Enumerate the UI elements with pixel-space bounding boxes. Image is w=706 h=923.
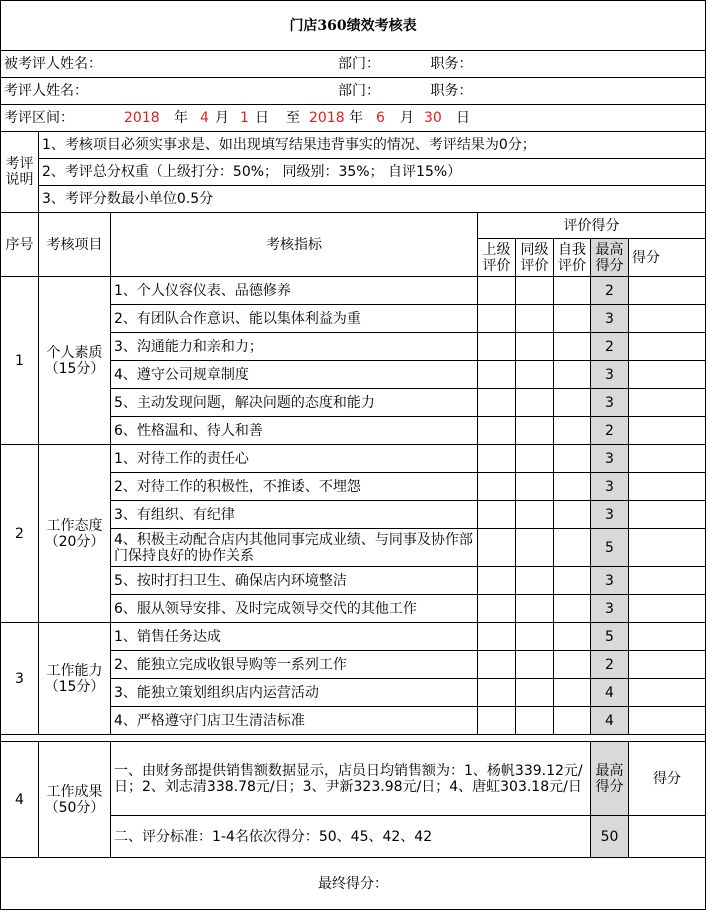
position-label: 职务：: [430, 56, 473, 72]
peer-score[interactable]: [516, 501, 554, 529]
peer-score[interactable]: [516, 595, 554, 623]
score[interactable]: [629, 277, 706, 305]
note-row-2: [1, 159, 706, 186]
self-score[interactable]: [554, 417, 591, 445]
peer-score[interactable]: [516, 445, 554, 473]
header-eval-score: 评价得分: [478, 213, 706, 239]
self-score[interactable]: [554, 567, 591, 595]
header-self: 自我评价: [554, 239, 591, 277]
assessor-position-cell[interactable]: [430, 78, 706, 105]
results-criteria: 二、评分标准：1-4名依次得分：50、45、42、42: [111, 816, 591, 858]
score[interactable]: [629, 389, 706, 417]
end-year-char: 年: [349, 110, 363, 126]
self-score[interactable]: [554, 707, 591, 735]
note-item: 3、考评分数最小单位0.5分: [39, 186, 706, 213]
period-cell: [1, 105, 706, 132]
superior-score[interactable]: [478, 567, 516, 595]
assessee-cell[interactable]: [1, 51, 478, 78]
results-max-label: 最高得分: [591, 742, 629, 816]
start-year[interactable]: 2018: [124, 110, 160, 126]
superior-score[interactable]: [478, 361, 516, 389]
indicator-text: 1、对待工作的责任心: [111, 445, 478, 473]
score[interactable]: [629, 361, 706, 389]
peer-score[interactable]: [516, 361, 554, 389]
superior-score[interactable]: [478, 529, 516, 567]
section-seq: 2: [1, 445, 39, 623]
assessee-position-cell[interactable]: [430, 51, 706, 78]
score[interactable]: [629, 473, 706, 501]
peer-score[interactable]: [516, 417, 554, 445]
self-score[interactable]: [554, 305, 591, 333]
indicator-text: 2、对待工作的积极性，不推诿、不埋怨: [111, 473, 478, 501]
indicator-text: 4、积极主动配合店内其他同事完成业绩、与同事及协作部门保持良好的协作关系: [111, 529, 478, 567]
indicator-text: 6、服从领导安排、及时完成领导交代的其他工作: [111, 595, 478, 623]
start-day[interactable]: 1: [240, 110, 249, 126]
assessee-row: [1, 51, 706, 78]
assessor-position-label: 职务：: [430, 83, 473, 99]
results-row-1: [1, 742, 706, 816]
max-score: 2: [591, 417, 629, 445]
indicator-text: 4、严格遵守门店卫生清洁标准: [111, 707, 478, 735]
self-score[interactable]: [554, 501, 591, 529]
max-score: 4: [591, 707, 629, 735]
period-row: [1, 105, 706, 132]
peer-score[interactable]: [516, 473, 554, 501]
indicator-text: 6、性格温和、待人和善: [111, 417, 478, 445]
self-score[interactable]: [554, 445, 591, 473]
indicator-text: 1、销售任务达成: [111, 623, 478, 651]
score[interactable]: [629, 679, 706, 707]
note-row-3: [1, 186, 706, 213]
results-score-label: 得分: [629, 742, 706, 816]
self-score[interactable]: [554, 529, 591, 567]
indicator-text: 2、能独立完成收银导购等一系列工作: [111, 651, 478, 679]
peer-score[interactable]: [516, 567, 554, 595]
section-name: 工作能力: [46, 662, 103, 679]
final-score-label: 最终得分：: [1, 858, 706, 910]
end-year[interactable]: 2018: [309, 110, 345, 126]
superior-score[interactable]: [478, 501, 516, 529]
note-row-1: [1, 132, 706, 159]
note-item: 1、考核项目必须实事求是、如出现填写结果违背事实的情况、考评结果为0分；: [39, 132, 706, 159]
score[interactable]: [629, 445, 706, 473]
spacer-cell: [1, 735, 706, 742]
indicator-text: 3、沟通能力和亲和力；: [111, 333, 478, 361]
peer-score[interactable]: [516, 679, 554, 707]
max-score: 3: [591, 389, 629, 417]
end-day[interactable]: 30: [424, 110, 442, 126]
superior-score[interactable]: [478, 707, 516, 735]
results-score[interactable]: [629, 816, 706, 858]
indicator-text: 3、能独立策划组织店内运营活动: [111, 679, 478, 707]
end-day-char: 日: [456, 110, 470, 126]
superior-score[interactable]: [478, 445, 516, 473]
assessor-cell[interactable]: [1, 78, 478, 105]
header-seq: 序号: [1, 213, 39, 277]
score[interactable]: [629, 333, 706, 361]
table-row: [1, 277, 706, 305]
results-points: （50分）: [44, 799, 105, 816]
header-superior: 上级评价: [478, 239, 516, 277]
score[interactable]: [629, 417, 706, 445]
peer-score[interactable]: [516, 389, 554, 417]
self-score[interactable]: [554, 679, 591, 707]
header-item: 考核项目: [39, 213, 111, 277]
max-score: 5: [591, 529, 629, 567]
peer-score[interactable]: [516, 305, 554, 333]
section-name: 工作态度: [46, 517, 103, 534]
max-score: 2: [591, 333, 629, 361]
results-name: 工作成果: [46, 783, 103, 800]
to-char: 至: [286, 110, 300, 126]
indicator-text: 2、有团队合作意识、能以集体利益为重: [111, 305, 478, 333]
max-score: 3: [591, 473, 629, 501]
superior-score[interactable]: [478, 679, 516, 707]
indicator-text: 3、有组织、有纪律: [111, 501, 478, 529]
start-day-char: 日: [255, 110, 269, 126]
score[interactable]: [629, 595, 706, 623]
section-name: 个人素质: [46, 344, 103, 361]
self-score[interactable]: [554, 651, 591, 679]
max-score: 4: [591, 679, 629, 707]
end-month-char: 月: [400, 110, 414, 126]
indicator-text: 1、个人仪容仪表、品德修养: [111, 277, 478, 305]
note-item: 2、考评总分权重（上级打分：50%； 同级别：35%； 自评15%）: [39, 159, 706, 186]
start-year-char: 年: [174, 110, 188, 126]
max-score: 2: [591, 277, 629, 305]
spacer-row: [1, 735, 706, 742]
indicator-text: 5、主动发现问题，解决问题的态度和能力: [111, 389, 478, 417]
results-desc: 一、由财务部提供销售额数据显示，店员日均销售额为：1、杨帆339.12元/日；2、刘志清338.78元/日；3、尹新323.98元/日；4、唐虹303.18元/日: [111, 742, 591, 816]
results-seq: 4: [1, 742, 39, 858]
section-name-cell: [39, 623, 111, 735]
superior-score[interactable]: [478, 623, 516, 651]
self-score[interactable]: [554, 361, 591, 389]
results-name-cell: [39, 742, 111, 858]
superior-score[interactable]: [478, 277, 516, 305]
assessor-label: 考评人姓名：: [4, 83, 88, 99]
max-score: 3: [591, 361, 629, 389]
page-title: 门店360绩效考核表: [1, 1, 706, 51]
score[interactable]: [629, 529, 706, 567]
header-score: 得分: [629, 239, 706, 277]
section-points: （15分）: [44, 360, 105, 377]
superior-score[interactable]: [478, 651, 516, 679]
peer-score[interactable]: [516, 623, 554, 651]
indicator-text: 5、按时打扫卫生、确保店内环境整洁: [111, 567, 478, 595]
section-seq: 1: [1, 277, 39, 445]
section-points: （20分）: [44, 533, 105, 550]
section-name-cell: [39, 277, 111, 445]
peer-score[interactable]: [516, 707, 554, 735]
table-row: [1, 445, 706, 473]
indicator-text: 4、遵守公司规章制度: [111, 361, 478, 389]
end-month[interactable]: 6: [376, 110, 385, 126]
self-score[interactable]: [554, 389, 591, 417]
max-score: 3: [591, 305, 629, 333]
score[interactable]: [629, 501, 706, 529]
start-month[interactable]: 4: [200, 110, 209, 126]
score[interactable]: [629, 651, 706, 679]
peer-score[interactable]: [516, 529, 554, 567]
superior-score[interactable]: [478, 389, 516, 417]
superior-score[interactable]: [478, 595, 516, 623]
score[interactable]: [629, 707, 706, 735]
score[interactable]: [629, 305, 706, 333]
assessor-row: [1, 78, 706, 105]
section-name-cell: [39, 445, 111, 623]
superior-score[interactable]: [478, 305, 516, 333]
peer-score[interactable]: [516, 277, 554, 305]
max-score: 5: [591, 623, 629, 651]
results-max: 50: [591, 816, 629, 858]
max-score: 3: [591, 595, 629, 623]
superior-score[interactable]: [478, 333, 516, 361]
self-score[interactable]: [554, 473, 591, 501]
table-row: [1, 623, 706, 651]
assessor-dept-label: 部门：: [338, 83, 380, 99]
max-score: 3: [591, 445, 629, 473]
header-row-1: [1, 213, 706, 239]
section-points: （15分）: [44, 678, 105, 695]
self-score[interactable]: [554, 277, 591, 305]
self-score[interactable]: [554, 623, 591, 651]
title-row: [1, 1, 706, 51]
max-score: 2: [591, 651, 629, 679]
superior-score[interactable]: [478, 417, 516, 445]
period-label: 考评区间：: [4, 110, 74, 126]
max-score: 3: [591, 567, 629, 595]
section-seq: 3: [1, 623, 39, 735]
dept-label: 部门：: [338, 56, 380, 72]
max-score: 3: [591, 501, 629, 529]
header-indicator: 考核指标: [111, 213, 478, 277]
peer-score[interactable]: [516, 651, 554, 679]
header-peer: 同级评价: [516, 239, 554, 277]
assessee-label: 被考评人姓名：: [4, 56, 102, 72]
superior-score[interactable]: [478, 473, 516, 501]
score[interactable]: [629, 623, 706, 651]
final-row: [1, 858, 706, 910]
header-max: 最高得分: [591, 239, 629, 277]
self-score[interactable]: [554, 333, 591, 361]
peer-score[interactable]: [516, 333, 554, 361]
score[interactable]: [629, 567, 706, 595]
self-score[interactable]: [554, 595, 591, 623]
start-month-char: 月: [215, 110, 229, 126]
notes-label: 考评说明: [1, 132, 39, 213]
